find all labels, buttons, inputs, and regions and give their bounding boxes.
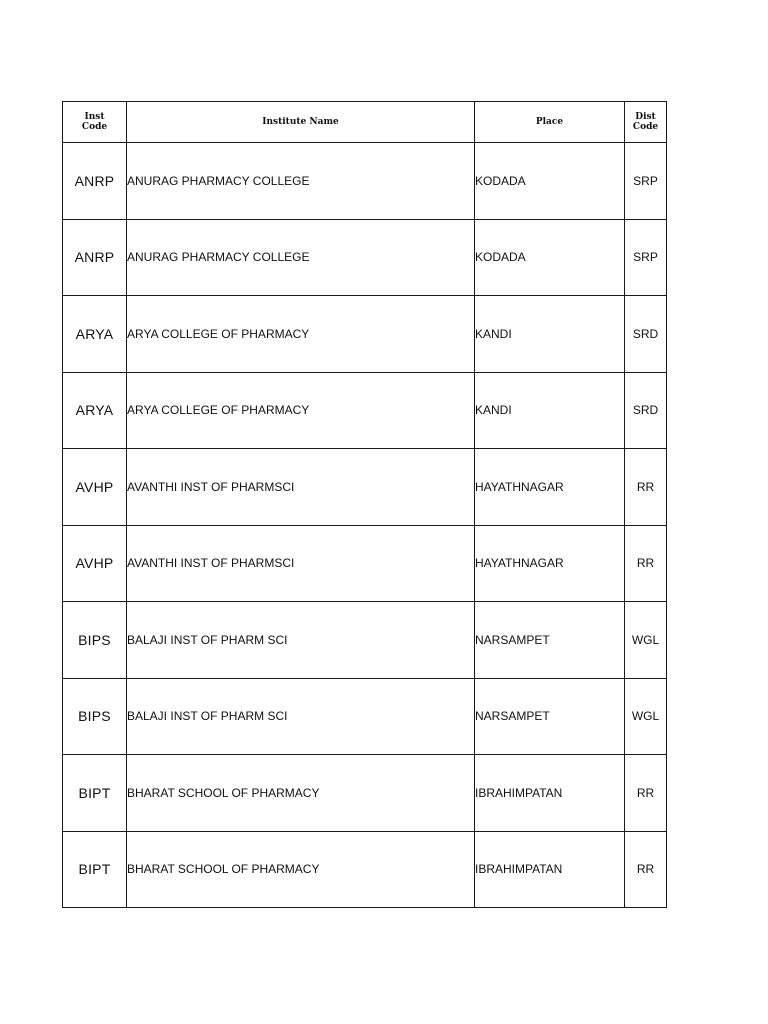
cell-dist-code: RR xyxy=(625,525,667,602)
table-row xyxy=(63,296,667,373)
header-dist-code xyxy=(625,102,667,143)
header-dist-code-line-1: Dist xyxy=(635,112,656,122)
table-row xyxy=(63,143,667,220)
cell-place: NARSAMPET xyxy=(475,678,625,755)
cell-institute-name: AVANTHI INST OF PHARMSCI xyxy=(127,449,475,526)
cell-inst-code: BIPS xyxy=(63,678,127,755)
cell-place: HAYATHNAGAR xyxy=(475,525,625,602)
cell-inst-code: BIPT xyxy=(63,755,127,832)
cell-dist-code: SRP xyxy=(625,219,667,296)
table-body xyxy=(63,143,667,908)
cell-place: KODADA xyxy=(475,219,625,296)
header-inst-code-line-2: Code xyxy=(81,122,108,132)
table-row xyxy=(63,831,667,908)
cell-inst-code: ARYA xyxy=(63,296,127,373)
cell-dist-code: WGL xyxy=(625,602,667,679)
cell-place: HAYATHNAGAR xyxy=(475,449,625,526)
cell-place: KANDI xyxy=(475,372,625,449)
cell-dist-code: SRP xyxy=(625,143,667,220)
cell-inst-code: ANRP xyxy=(63,143,127,220)
header-inst-code xyxy=(63,102,127,143)
cell-inst-code: ANRP xyxy=(63,219,127,296)
cell-institute-name: BHARAT SCHOOL OF PHARMACY xyxy=(127,831,475,908)
cell-institute-name: AVANTHI INST OF PHARMSCI xyxy=(127,525,475,602)
cell-dist-code: RR xyxy=(625,755,667,832)
table-row xyxy=(63,525,667,602)
cell-institute-name: ARYA COLLEGE OF PHARMACY xyxy=(127,296,475,373)
header-dist-code-line-2: Code xyxy=(632,122,659,132)
header-row xyxy=(63,102,667,143)
cell-institute-name: BHARAT SCHOOL OF PHARMACY xyxy=(127,755,475,832)
cell-institute-name: ANURAG PHARMACY COLLEGE xyxy=(127,143,475,220)
cell-place: IBRAHIMPATAN xyxy=(475,755,625,832)
table-row xyxy=(63,755,667,832)
cell-place: IBRAHIMPATAN xyxy=(475,831,625,908)
cell-inst-code: ARYA xyxy=(63,372,127,449)
cell-inst-code: AVHP xyxy=(63,449,127,526)
cell-dist-code: WGL xyxy=(625,678,667,755)
cell-place: KODADA xyxy=(475,143,625,220)
cell-institute-name: ANURAG PHARMACY COLLEGE xyxy=(127,219,475,296)
table-row xyxy=(63,219,667,296)
table-row xyxy=(63,602,667,679)
cell-dist-code: SRD xyxy=(625,372,667,449)
cell-inst-code: AVHP xyxy=(63,525,127,602)
cell-place: KANDI xyxy=(475,296,625,373)
cell-institute-name: BALAJI INST OF PHARM SCI xyxy=(127,678,475,755)
cell-institute-name: BALAJI INST OF PHARM SCI xyxy=(127,602,475,679)
header-inst-code-line-1: Inst xyxy=(84,112,105,122)
table-row xyxy=(63,678,667,755)
header-place: Place xyxy=(475,102,625,143)
table-row xyxy=(63,449,667,526)
cell-place: NARSAMPET xyxy=(475,602,625,679)
table-header xyxy=(63,102,667,143)
cell-dist-code: RR xyxy=(625,449,667,526)
institutes-table xyxy=(62,101,667,908)
cell-institute-name: ARYA COLLEGE OF PHARMACY xyxy=(127,372,475,449)
table-row xyxy=(63,372,667,449)
cell-dist-code: RR xyxy=(625,831,667,908)
cell-dist-code: SRD xyxy=(625,296,667,373)
header-institute-name: Institute Name xyxy=(127,102,475,143)
cell-inst-code: BIPS xyxy=(63,602,127,679)
cell-inst-code: BIPT xyxy=(63,831,127,908)
